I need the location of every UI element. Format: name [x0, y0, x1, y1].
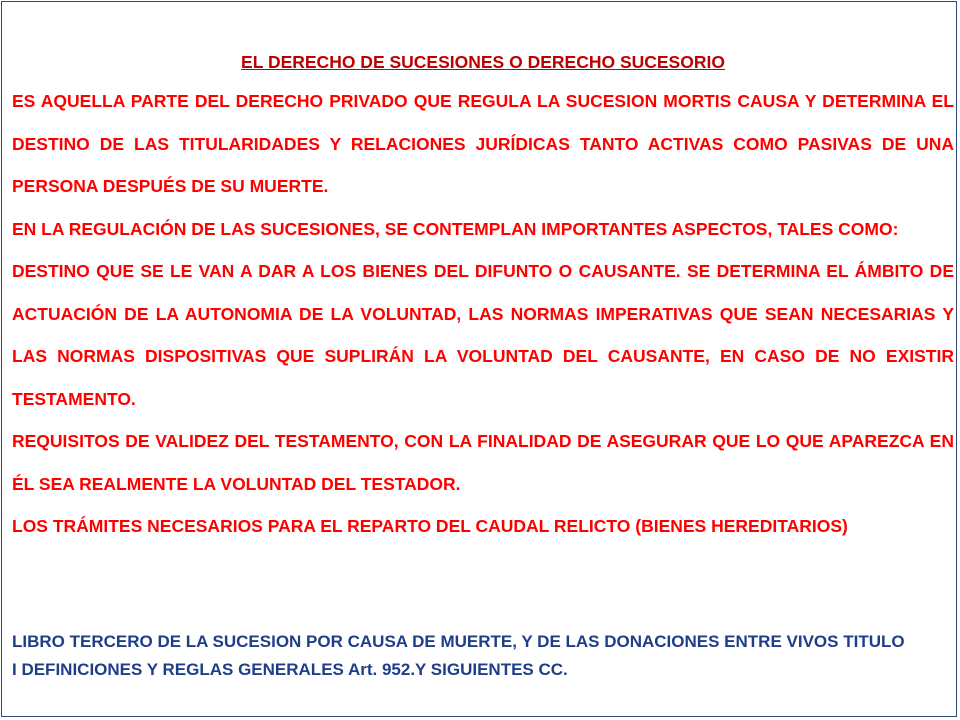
paragraph-destino: DESTINO QUE SE LE VAN A DAR A LOS BIENES DEL DIFUNTO O CAUSANTE. SE DETERMINA EL ÁMBITO DE ACTUACIÓN DE LA AUTONOMIA DE LA VOLUNTAD, LAS NORMAS IMPERATIVAS QUE SEAN NECESARIAS Y LAS NORMAS DISPOSITIVAS QUE SUPLIRÁN LA VOLUNTAD DEL CAUSANTE, EN CASO DE NO EXISTIR TESTAMENTO. — [12, 261, 954, 409]
legal-reference-footer: LIBRO TERCERO DE LA SUCESION POR CAUSA DE MUERTE, Y DE LAS DONACIONES ENTRE VIVOS TITULO I DEFINICIONES Y REGLAS GENERALES Art. 952.Y SIGUIENTES CC. — [12, 632, 905, 679]
paragraph-tramites: LOS TRÁMITES NECESARIOS PARA EL REPARTO DEL CAUDAL RELICTO (BIENES HEREDITARIOS) — [12, 516, 848, 536]
paragraph-definition: ES AQUELLA PARTE DEL DERECHO PRIVADO QUE REGULA LA SUCESION MORTIS CAUSA Y DETERMINA EL DESTINO DE LAS TITULARIDADES Y RELACIONES JURÍDICAS TANTO ACTIVAS COMO PASIVAS DE UNA PERSONA DESPUÉS DE SU MUERTE. — [12, 91, 954, 196]
slide-frame — [1, 1, 957, 717]
slide-title: EL DERECHO DE SUCESIONES O DERECHO SUCESORIO — [241, 52, 725, 72]
paragraph-requisitos: REQUISITOS DE VALIDEZ DEL TESTAMENTO, CON LA FINALIDAD DE ASEGURAR QUE LO QUE APAREZCA EN ÉL SEA REALMENTE LA VOLUNTAD DEL TESTADOR. — [12, 431, 954, 494]
paragraph-aspects-intro: EN LA REGULACIÓN DE LAS SUCESIONES, SE CONTEMPLAN IMPORTANTES ASPECTOS, TALES COMO: — [12, 218, 899, 239]
slide-content — [12, 44, 954, 548]
